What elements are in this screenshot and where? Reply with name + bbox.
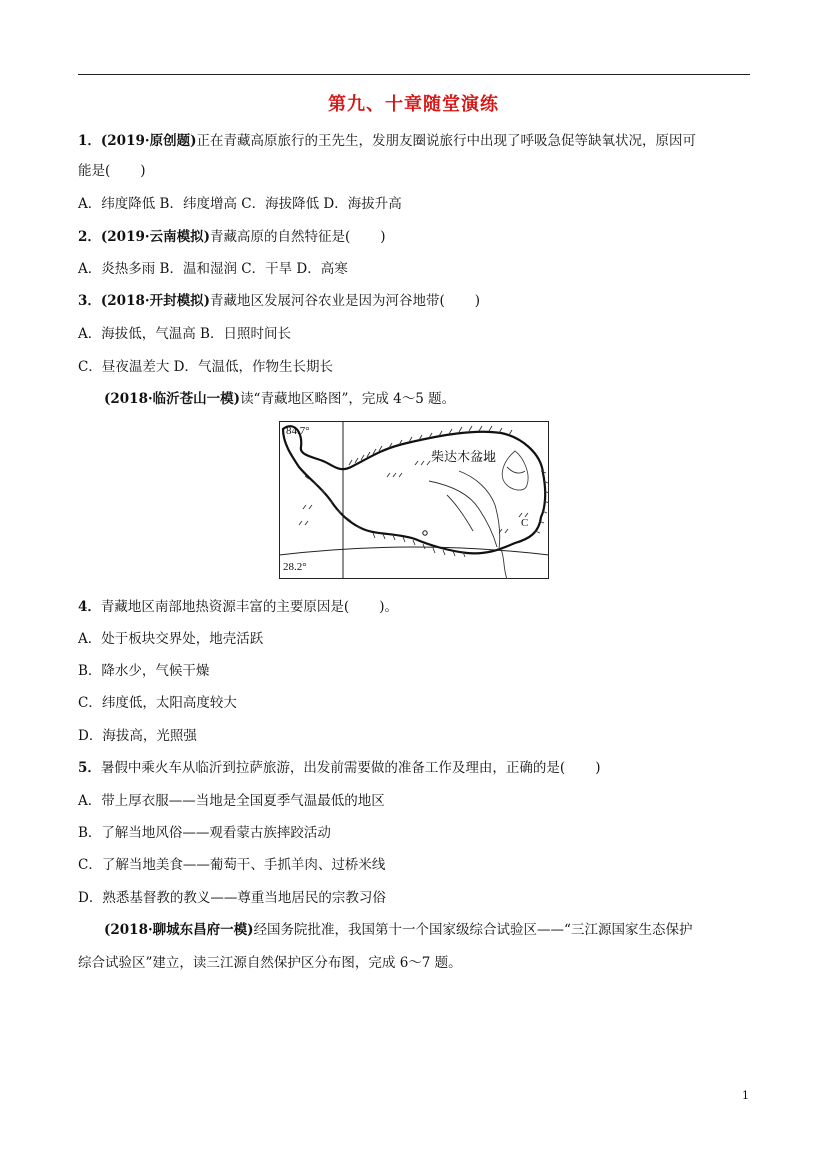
qinghai-tibet-map (279, 421, 549, 579)
q5-option-b: B．了解当地风俗——观看蒙古族摔跤活动 (78, 825, 331, 841)
q1-stem (78, 131, 696, 151)
q5-text: 暑假中乘火车从临沂到拉萨旅游，出发前需要做的准备工作及理由，正确的是( (100, 760, 566, 776)
q1-options: A．纬度降低 B．纬度增高 C．海拔降低 D．海拔升高 (78, 196, 402, 212)
intro-6-7-text: 经国务院批准，我国第十一个国家级综合试验区——“三江源国家生态保护 (253, 922, 693, 938)
q3-options-cd: C．昼夜温差大 D．气温低，作物生长期长 (78, 359, 333, 375)
q1-number: 1． (78, 133, 101, 149)
qaidam-basin-label: 柴达木盆地 (431, 450, 497, 465)
q1-close: ) (140, 163, 146, 179)
q5-option-a: A．带上厚衣服——当地是全国夏季气温最低的地区 (78, 793, 385, 809)
intro-4-5 (104, 389, 455, 409)
q4-stem (78, 597, 398, 617)
q3-text: 青藏地区发展河谷农业是因为河谷地带( (209, 293, 445, 309)
intro-6-7-cont: 综合试验区”建立，读三江源自然保护区分布图，完成 6～7 题。 (78, 955, 462, 971)
q1-stem-cont (78, 161, 146, 181)
latitude-label: 28.2° (283, 561, 307, 573)
intro-4-5-source: (2018·临沂苍山一模) (104, 391, 241, 407)
q3-close: ) (474, 293, 481, 309)
q1-source: (2019·原创题) (100, 133, 197, 149)
q3-source: (2018·开封模拟) (100, 293, 210, 309)
q3-stem (78, 291, 480, 311)
page-title: 第九、十章随堂演练 (328, 94, 499, 115)
q4-option-c: C．纬度低，太阳高度较大 (78, 695, 237, 711)
page-number: 1 (742, 1089, 749, 1102)
q5-option-d: D．熟悉基督教的教义——尊重当地居民的宗教习俗 (78, 890, 386, 906)
q2-stem (78, 227, 386, 247)
q2-text: 青藏高原的自然特征是( (209, 229, 351, 245)
q3-number: 3． (78, 293, 101, 309)
intro-4-5-text: 读“青藏地区略图”，完成 4～5 题。 (240, 391, 456, 407)
q5-option-c: C．了解当地美食——葡萄干、手抓羊肉、过桥米线 (78, 857, 386, 873)
q5-stem (78, 758, 600, 778)
q5-close: ) (595, 760, 601, 776)
q4-number: 4． (78, 599, 101, 615)
q2-options: A．炎热多雨 B．温和湿润 C．干旱 D．高寒 (78, 261, 348, 277)
q4-option-a: A．处于板块交界处，地壳活跃 (78, 631, 264, 647)
intro-6-7-source: (2018·聊城东昌府一模) (104, 922, 254, 938)
longitude-label: 84.7° (286, 425, 310, 437)
q4-option-b: B．降水少，气候干燥 (78, 663, 210, 679)
point-c-label: C (521, 517, 529, 529)
q3-options-ab: A．海拔低，气温高 B．日照时间长 (78, 326, 291, 342)
q4-text: 青藏地区南部地热资源丰富的主要原因是( (100, 599, 350, 615)
q2-close: ) (380, 229, 386, 245)
q1-text: 正在青藏高原旅行的王先生，发朋友圈说旅行中出现了呼吸急促等缺氧状况，原因可 (196, 133, 696, 149)
intro-6-7 (104, 920, 692, 940)
q2-source: (2019·云南模拟) (100, 229, 210, 245)
q1-text-cont: 能是( (78, 163, 111, 179)
header-rule (78, 74, 750, 75)
q4-option-d: D．海拔高，光照强 (78, 728, 197, 744)
q4-close: )。 (379, 599, 398, 615)
map-frame (280, 422, 549, 579)
q2-number: 2． (78, 229, 101, 245)
q5-number: 5． (78, 760, 101, 776)
